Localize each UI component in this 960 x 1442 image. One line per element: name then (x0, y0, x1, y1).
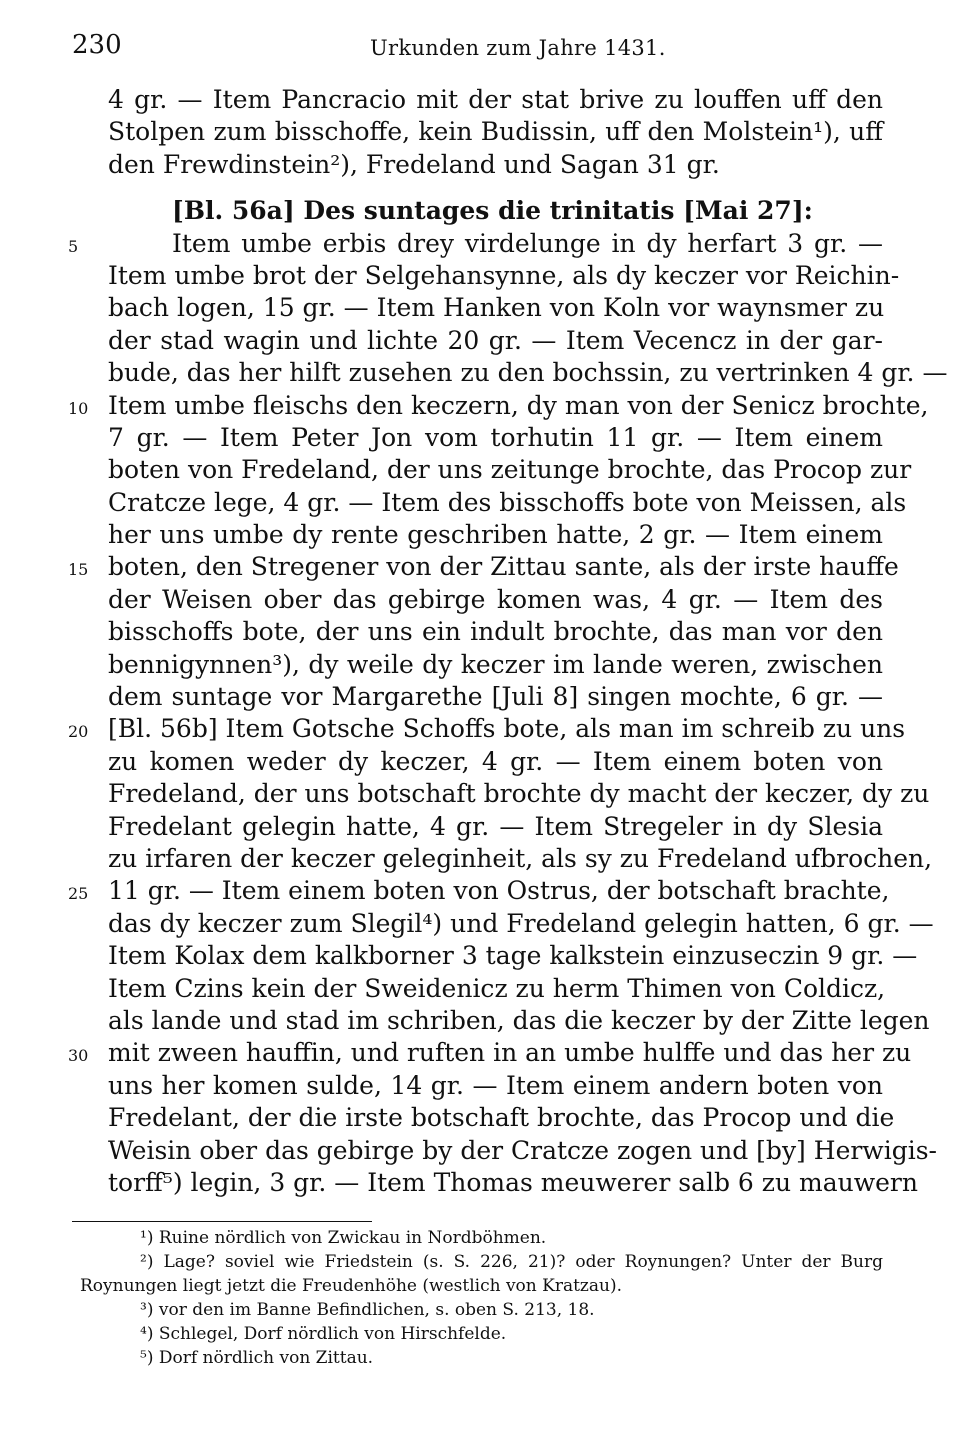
section-heading: [Bl. 56a] Des suntages die trinitatis [Mai 27]: (172, 196, 813, 226)
text-line (0, 681, 960, 713)
text-line (0, 292, 960, 324)
text-line (0, 1005, 960, 1037)
running-head: Urkunden zum Jahre 1431. (370, 36, 666, 60)
footnote-text: ³) vor den im Banne Befindlichen, s. oben S. 213, 18. (140, 1300, 595, 1320)
text-line (0, 1102, 960, 1134)
footnote-text: ²) Lage? soviel wie Friedstein (s. S. 226, 21)? oder Roynungen? Unter der Burg (140, 1252, 883, 1272)
line-text: Item umbe fleischs den keczern, dy man von der Senicz brochte, (108, 390, 929, 420)
line-text: mit zween hauffin, und ruften in an umbe hulffe und das her zu (108, 1038, 912, 1068)
text-line (0, 746, 960, 778)
text-line (0, 1167, 960, 1199)
line-number: 30 (68, 1046, 89, 1066)
footnotes (0, 1226, 960, 1370)
footnote (0, 1298, 960, 1322)
section-heading-line (0, 195, 960, 227)
text-line (0, 778, 960, 810)
line-number: 20 (68, 722, 89, 742)
line-text: Item umbe brot der Selgehansynne, als dy keczer vor Reichin- (108, 260, 900, 290)
text-line (0, 228, 960, 260)
line-text: Weisin ober das gebirge by der Cratcze zogen und [by] Herwigis- (108, 1135, 937, 1165)
footnote-text: ⁵) Dorf nördlich von Zittau. (140, 1348, 374, 1368)
line-text: zu komen weder dy keczer, 4 gr. — Item einem boten von (108, 746, 883, 776)
footnote-continuation (0, 1274, 960, 1298)
text-line (0, 940, 960, 972)
text-line (0, 811, 960, 843)
line-text: bach logen, 15 gr. — Item Hanken von Koln vor waynsmer zu (108, 293, 885, 323)
line-text: bennigynnen³), dy weile dy keczer im lande weren, zwischen (108, 649, 883, 679)
text-line (0, 551, 960, 583)
line-text: boten, den Stregener von der Zittau sante, als der irste hauffe (108, 552, 899, 582)
text-line (0, 973, 960, 1005)
line-text: 4 gr. — Item Pancracio mit der stat brive zu louffen uff den (108, 85, 883, 114)
line-text: Fredelant, der die irste botschaft brochte, das Procop und die (108, 1103, 895, 1133)
line-text: 11 gr. — Item einem boten von Ostrus, der botschaft brachte, (108, 876, 890, 906)
text-line (0, 325, 960, 357)
footnote (0, 1322, 960, 1346)
footnote-divider (72, 1221, 372, 1222)
text-line (0, 1135, 960, 1167)
footnote (0, 1346, 960, 1370)
line-text: 7 gr. — Item Peter Jon vom torhutin 11 gr. — Item einem (108, 422, 883, 452)
line-text: bude, das her hilft zusehen zu den bochssin, zu vertrinken 4 gr. — (108, 358, 948, 388)
line-text: Stolpen zum bisschoffe, kein Budissin, uff den Molstein¹), uff (108, 117, 883, 147)
text-line (0, 649, 960, 681)
footnote (0, 1226, 960, 1250)
text-line (0, 843, 960, 875)
line-number: 15 (68, 560, 89, 580)
line-text: bisschoffs bote, der uns ein indult brochte, das man vor den (108, 617, 883, 647)
page-header (0, 30, 960, 70)
line-text: uns her komen sulde, 14 gr. — Item einem andern boten von (108, 1070, 883, 1100)
text-line (0, 519, 960, 551)
line-text: den Frewdinstein²), Fredeland und Sagan 31 gr. (108, 149, 720, 179)
text-line (0, 116, 960, 148)
text-line (0, 875, 960, 907)
text-line (0, 487, 960, 519)
line-text: boten von Fredeland, der uns zeitunge brochte, das Procop zur (108, 455, 912, 485)
page-number: 230 (72, 30, 122, 60)
footnote (0, 1250, 960, 1274)
line-text: torff⁵) legin, 3 gr. — Item Thomas meuwerer salb 6 zu mauwern (108, 1167, 918, 1197)
line-text: Cratcze lege, 4 gr. — Item des bisschoffs bote von Meissen, als (108, 487, 907, 517)
line-text: Item Czins kein der Sweidenicz zu herm Thimen von Coldicz, (108, 973, 886, 1003)
line-text: der Weisen ober das gebirge komen was, 4 gr. — Item des (108, 584, 883, 614)
footnote-text: ⁴) Schlegel, Dorf nördlich von Hirschfelde. (140, 1324, 507, 1344)
footnote-text: Roynungen liegt jetzt die Freudenhöhe (westlich von Kratzau). (80, 1276, 622, 1296)
line-text: dem suntage vor Margarethe [Juli 8] singen mochte, 6 gr. — (108, 682, 883, 712)
text-line (0, 713, 960, 745)
body-text (0, 84, 960, 1199)
text-line (0, 357, 960, 389)
line-text: [Bl. 56b] Item Gotsche Schoffs bote, als man im schreib zu uns (108, 714, 906, 744)
text-line (0, 454, 960, 486)
line-number: 25 (68, 884, 89, 904)
line-text: Item Kolax dem kalkborner 3 tage kalkstein einzuseczin 9 gr. — (108, 941, 918, 971)
footnote-text: ¹) Ruine nördlich von Zwickau in Nordböhmen. (140, 1228, 547, 1248)
text-line (0, 260, 960, 292)
text-line (0, 584, 960, 616)
text-line (0, 84, 960, 116)
line-number: 10 (68, 398, 89, 418)
line-text: das dy keczer zum Slegil⁴) und Fredeland gelegin hatten, 6 gr. — (108, 908, 934, 938)
line-text: Item umbe erbis drey virdelunge in dy herfart 3 gr. — (172, 228, 883, 258)
paragraph-gap (0, 181, 960, 195)
line-text: als lande und stad im schriben, das die keczer by der Zitte legen (108, 1005, 930, 1035)
text-line (0, 616, 960, 648)
text-line (0, 1070, 960, 1102)
text-line (0, 149, 960, 181)
line-number: 5 (68, 236, 79, 256)
text-line (0, 1037, 960, 1069)
text-line (0, 908, 960, 940)
line-text: Fredelant gelegin hatte, 4 gr. — Item Stregeler in dy Slesia (108, 811, 883, 841)
text-line (0, 390, 960, 422)
line-text: Fredeland, der uns botschaft brochte dy macht der keczer, dy zu (108, 779, 930, 809)
line-text: her uns umbe dy rente geschriben hatte, 2 gr. — Item einem (108, 520, 883, 550)
line-text: der stad wagin und lichte 20 gr. — Item Vecencz in der gar- (108, 325, 883, 355)
text-line (0, 422, 960, 454)
line-text: zu irfaren der keczer geleginheit, als sy zu Fredeland ufbrochen, (108, 843, 933, 873)
